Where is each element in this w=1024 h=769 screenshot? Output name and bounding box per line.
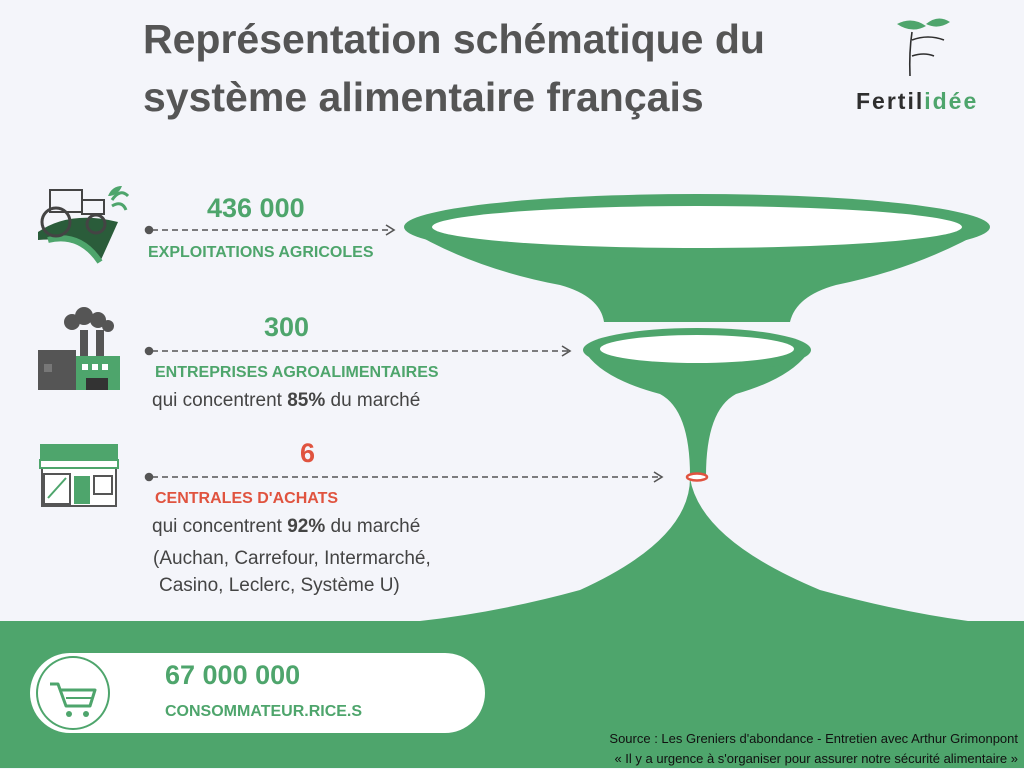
- funnel-lower-cone: [420, 478, 968, 621]
- stat-centrales-desc: qui concentrent 92% du marché: [152, 516, 421, 537]
- funnel-bottleneck-ring: [687, 474, 707, 481]
- tractor-icon: [38, 186, 128, 262]
- stat-centrales-label: CENTRALES D'ACHATS: [155, 490, 339, 507]
- stat-centrales-brands-1: (Auchan, Carrefour, Intermarché,: [153, 548, 431, 569]
- stat-entreprises-desc: qui concentrent 85% du marché: [152, 390, 421, 411]
- stat-exploitations-label: EXPLOITATIONS AGRICOLES: [148, 244, 374, 261]
- arrow-exploitations: [146, 225, 395, 235]
- stat-entreprises-label: ENTREPRISES AGROALIMENTAIRES: [155, 364, 439, 381]
- stat-centrales-number: 6: [300, 438, 316, 468]
- consumers-number: 67 000 000: [165, 660, 301, 690]
- arrow-entreprises: [146, 346, 571, 356]
- source-line-1: Source : Les Greniers d'abondance - Entretien avec Arthur Grimonpont: [609, 731, 1018, 746]
- factory-icon: [38, 307, 120, 390]
- stat-centrales-brands-2: Casino, Leclerc, Système U): [159, 575, 400, 596]
- cart-badge: [36, 656, 110, 730]
- consumers-label: CONSOMMATEUR.RICE.S: [165, 703, 363, 720]
- page-title: Représentation schématique du système alimentaire français: [143, 16, 765, 120]
- source-note: [540, 729, 1018, 769]
- arrow-centrales: [146, 472, 663, 482]
- logo-wordmark: Fertilidée: [856, 88, 979, 114]
- shop-icon: [40, 444, 118, 506]
- stat-exploitations-number: 436 000: [207, 193, 305, 223]
- stat-entreprises-number: 300: [264, 312, 310, 342]
- source-line-2: « Il y a urgence à s'organiser pour assurer notre sécurité alimentaire »: [614, 751, 1018, 766]
